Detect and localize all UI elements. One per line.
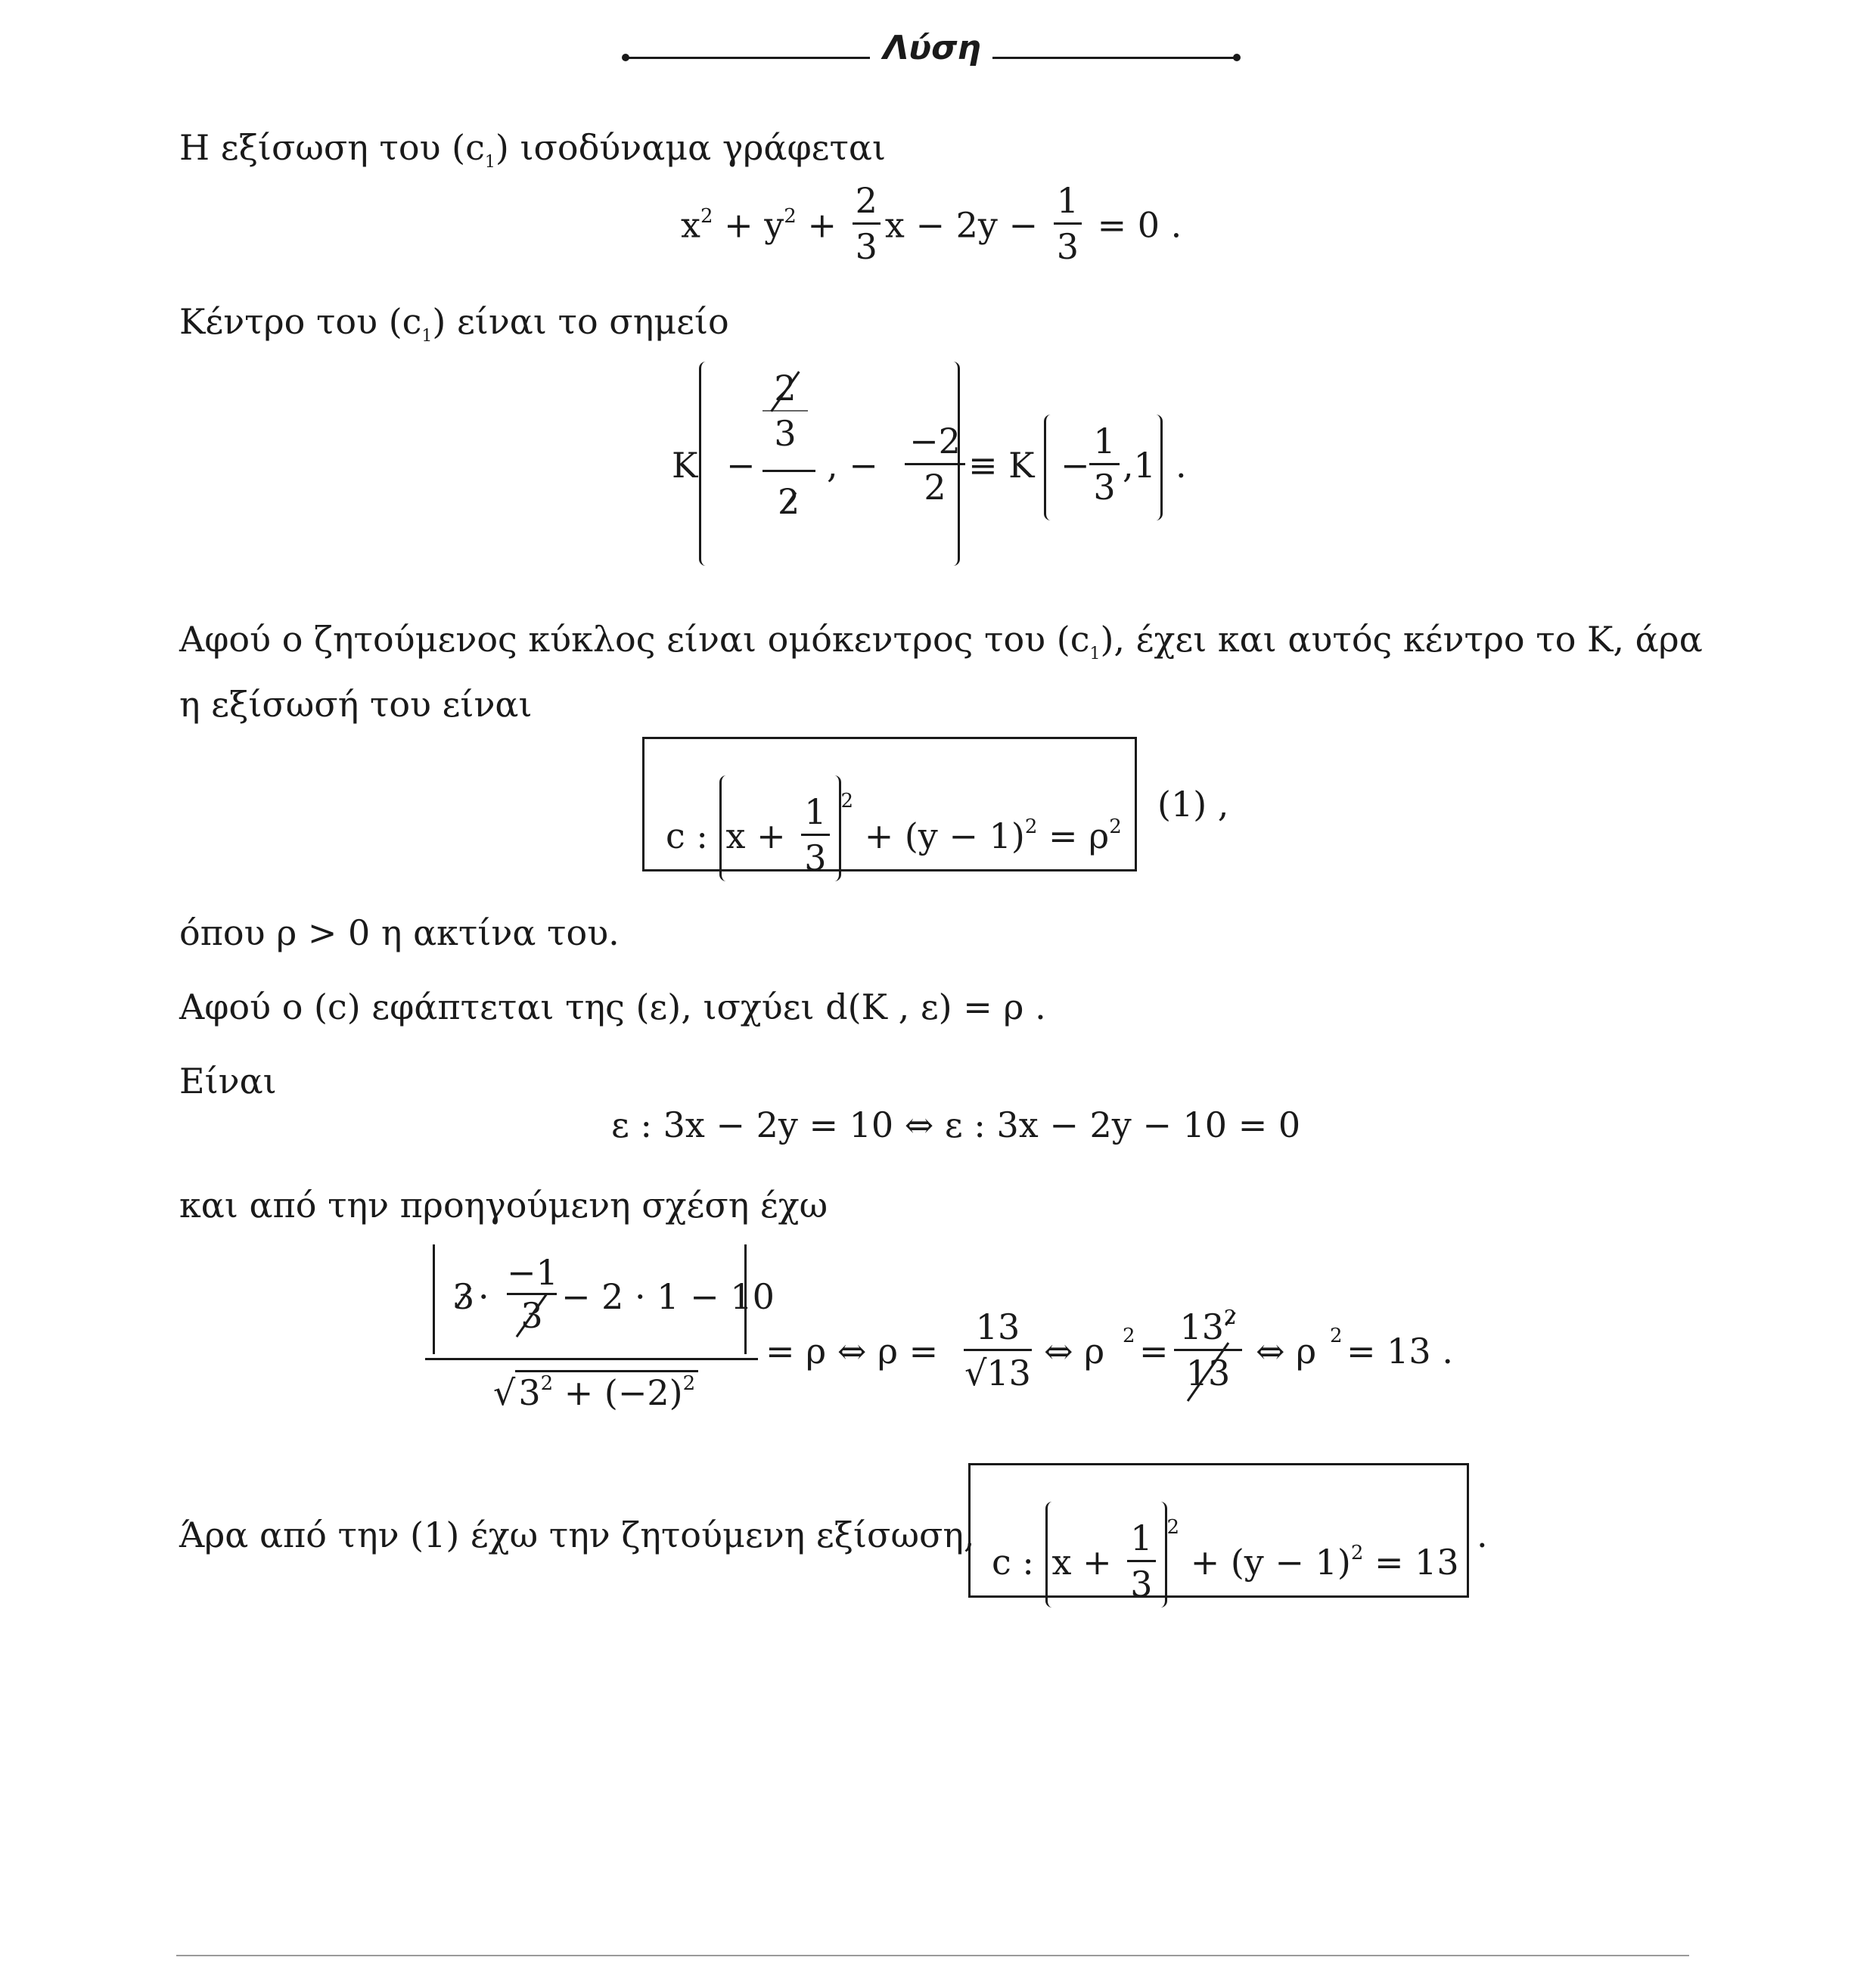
header-rule-right [992,57,1235,59]
equation-reference-1: (1) , [1157,784,1229,825]
text-line-2: Κέντρο του $(c_1)$ είναι το σημείο [179,301,729,346]
fraction: −2 2 [905,424,965,505]
header-rule-left [628,57,870,59]
section-header [622,29,1242,82]
paren-right [1160,1502,1167,1608]
fraction: $\frac{1}{3}$ [1127,1521,1155,1602]
fraction: 13 √13 [964,1306,1031,1393]
boxed-equation-final: c : x + $\frac{1}{3}$ $^2 + (y - 1)^2 = 13$ [968,1463,1469,1598]
document-page: Λύση Η εξίσωση του $(c_1)$ ισοδύναμα γράφεται $x^2 + y^2$ + $\frac{2}{3}$ x − 2y − $\frac{1}{3}$ = 0 . Κέντρο του $(c_1)$ είναι το σημείο K − 2 3 2 , − −2 2 ≡ K − 1 3 ,1 . Αφού ο ζητούμενος κύκλος είναι ομόκεντρος του $(c_1)$, έχει και αυτός κέντρο το Κ, άρα η εξίσωσή του είναι c : x + $\frac{1}{3}$ $^2 + (y - 1)^2 = \rho^2$ (1) , όπου ρ > 0 η ακτίνα του. Αφού ο (c) εφάπτεται της (ε), ισχύει d(K , ε) = ρ . Είναι ε : 3x − 2y = 10 ⇔ ε : 3x − 2y − 10 = 0 και από την προηγούμενη σχέση έχω 3 · −1 3 − 2 · 1 − 10 $√3^2 + (-2)^2$ = ρ ⇔ ρ = 13 √13 ⇔ ρ 2 = $13^2$ 13 ⇔ ρ 2 = 13 . Άρα από την (1) έχω την ζητούμενη εξίσωση, c : x + $\frac{1}{3}$ $^2 + (y - 1)^2 = 13$ . [0,0,1876,1979]
paren-left [1045,1502,1052,1608]
text-line-3: Αφού ο ζητούμενος κύκλος είναι ομόκεντρος του $(c_1)$, έχει και αυτός κέντρο το Κ, άρα [179,619,1703,663]
boxed-equation-1: c : x + $\frac{1}{3}$ $^2 + (y - 1)^2 = \rho^2$ [642,737,1137,871]
fraction: $\frac{2}{3}$ [853,183,881,264]
fraction: −1 3 [507,1252,558,1336]
paren-left-small [1044,415,1051,520]
header-title: Λύση [883,29,981,67]
nested-fraction: 2 3 [763,371,808,455]
text-line-1: Η εξίσωση του $(c_1)$ ισοδύναμα γράφεται [179,127,887,172]
paren-right [834,775,841,881]
footer-rule [176,1955,1689,1956]
fraction-bar [763,470,815,472]
paren-right-small [1156,415,1163,520]
header-dot-right [1233,54,1241,61]
abs-bar-right [744,1244,747,1354]
paren-right [953,362,960,566]
paren-left [699,362,706,566]
text-line-5: όπου ρ > 0 η ακτίνα του. [179,912,620,953]
fraction: $13^2$ 13 [1174,1309,1242,1390]
fraction: $\frac{1}{3}$ [1054,183,1082,264]
text-line-4: η εξίσωσή του είναι [179,684,533,725]
sqrt-denominator: $√3^2 + (-2)^2$ [493,1370,698,1410]
final-period: . [1477,1515,1488,1555]
abs-bar-left [433,1244,435,1354]
fraction: $\frac{1}{3}$ [801,794,829,875]
equation-line-epsilon: ε : 3x − 2y = 10 ⇔ ε : 3x − 2y − 10 = 0 [611,1104,1301,1145]
equation-distance: 3 · −1 3 − 2 · 1 − 10 $√3^2 + (-2)^2$ = ρ ⇔ ρ = 13 √13 ⇔ ρ 2 = $13^2$ 13 ⇔ ρ 2 = 13 . [425,1244,1454,1418]
equation-circle-general: $x^2 + y^2$ + $\frac{2}{3}$ x − 2y − $\frac{1}{3}$ = 0 . [681,180,1182,267]
text-line-9: Άρα από την (1) έχω την ζητούμενη εξίσωση, [179,1515,975,1555]
text-line-6: Αφού ο (c) εφάπτεται της (ε), ισχύει d(K , ε) = ρ . [179,986,1046,1027]
fraction-bar [425,1358,758,1360]
text-line-8: και από την προηγούμενη σχέση έχω [179,1185,828,1226]
fraction: 1 3 [1089,424,1120,505]
paren-left [719,775,726,881]
text-line-7: Είναι [179,1061,277,1101]
